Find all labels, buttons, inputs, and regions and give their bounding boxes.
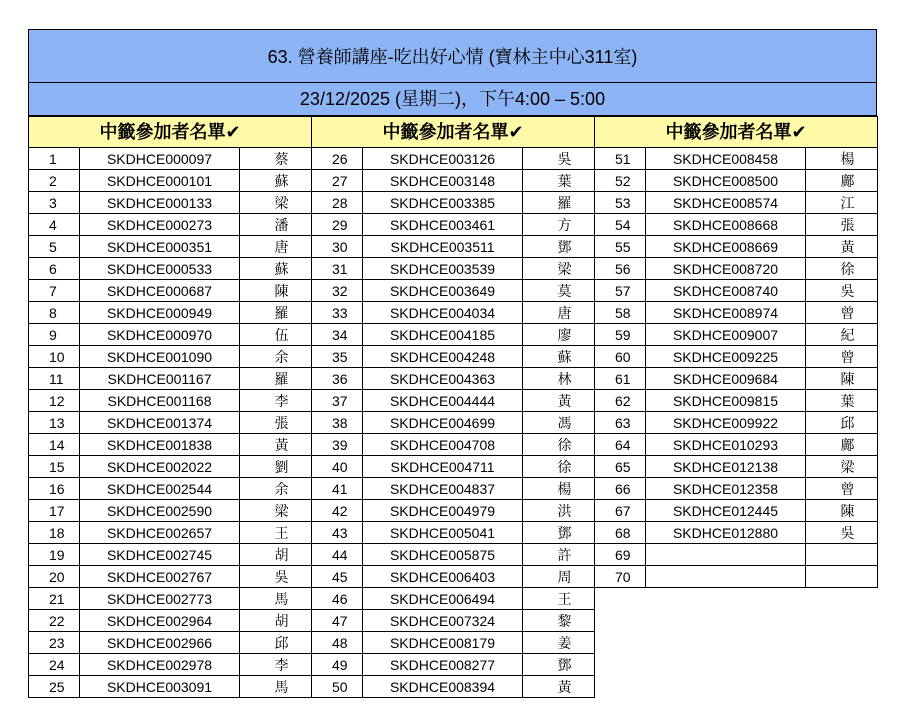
table-row — [312, 412, 595, 434]
table-row — [312, 324, 595, 346]
table-row — [312, 500, 595, 522]
table-row — [312, 544, 595, 566]
table-row — [29, 368, 312, 390]
participant-surname: 曾 — [806, 478, 878, 500]
participant-surname: 廖 — [523, 324, 595, 346]
row-number: 58 — [595, 302, 646, 324]
row-number: 9 — [29, 324, 80, 346]
table-row — [29, 214, 312, 236]
participant-code: SKDHCE004837 — [363, 478, 523, 500]
table-row — [29, 390, 312, 412]
row-number: 6 — [29, 258, 80, 280]
table-row — [29, 280, 312, 302]
participant-surname — [806, 544, 878, 566]
participant-surname: 邱 — [240, 632, 312, 654]
table-row — [29, 500, 312, 522]
participant-surname: 徐 — [523, 434, 595, 456]
row-number: 27 — [312, 170, 363, 192]
table-row — [312, 302, 595, 324]
participant-code: SKDHCE004248 — [363, 346, 523, 368]
participant-surname: 葉 — [523, 170, 595, 192]
table-row — [312, 258, 595, 280]
roster-sheet — [28, 29, 878, 698]
row-number: 46 — [312, 588, 363, 610]
participant-code: SKDHCE004034 — [363, 302, 523, 324]
row-number: 16 — [29, 478, 80, 500]
row-number: 68 — [595, 522, 646, 544]
event-date-time: 23/12/2025 (星期二)，下午4:00 – 5:00 — [28, 83, 877, 116]
event-title: 63. 營養師講座-吃出好心情 (寶林主中心311室) — [28, 29, 877, 83]
row-number: 1 — [29, 148, 80, 170]
participant-code: SKDHCE004363 — [363, 368, 523, 390]
table-row — [595, 346, 878, 368]
participant-surname: 鄺 — [806, 170, 878, 192]
roster-table-1 — [28, 116, 312, 698]
participant-surname: 徐 — [523, 456, 595, 478]
participant-surname: 蘇 — [523, 346, 595, 368]
participant-code: SKDHCE004699 — [363, 412, 523, 434]
table-row — [312, 610, 595, 632]
participant-code: SKDHCE008179 — [363, 632, 523, 654]
participant-surname: 梁 — [240, 500, 312, 522]
table-row — [312, 478, 595, 500]
participant-surname: 梁 — [523, 258, 595, 280]
participant-surname: 徐 — [806, 258, 878, 280]
participant-surname: 江 — [806, 192, 878, 214]
participant-code: SKDHCE001090 — [80, 346, 240, 368]
row-number: 67 — [595, 500, 646, 522]
table-row — [312, 236, 595, 258]
participant-code: SKDHCE000273 — [80, 214, 240, 236]
row-number: 7 — [29, 280, 80, 302]
participant-surname: 唐 — [240, 236, 312, 258]
participant-surname: 黃 — [240, 434, 312, 456]
row-number: 28 — [312, 192, 363, 214]
table-row — [29, 170, 312, 192]
participant-surname: 邱 — [806, 412, 878, 434]
table-row — [595, 544, 878, 566]
row-number: 47 — [312, 610, 363, 632]
participant-code: SKDHCE009007 — [646, 324, 806, 346]
participant-code: SKDHCE002745 — [80, 544, 240, 566]
participant-surname: 劉 — [240, 456, 312, 478]
row-number: 15 — [29, 456, 80, 478]
row-number: 70 — [595, 566, 646, 588]
participant-code: SKDHCE003385 — [363, 192, 523, 214]
row-number: 53 — [595, 192, 646, 214]
participant-surname: 蘇 — [240, 258, 312, 280]
participant-code: SKDHCE004185 — [363, 324, 523, 346]
participant-code: SKDHCE007324 — [363, 610, 523, 632]
row-number: 25 — [29, 676, 80, 698]
participant-code: SKDHCE012445 — [646, 500, 806, 522]
participant-surname: 伍 — [240, 324, 312, 346]
participant-code: SKDHCE012138 — [646, 456, 806, 478]
row-number: 63 — [595, 412, 646, 434]
row-number: 11 — [29, 368, 80, 390]
participant-surname: 王 — [240, 522, 312, 544]
row-number: 40 — [312, 456, 363, 478]
participant-code: SKDHCE002022 — [80, 456, 240, 478]
participant-code: SKDHCE008394 — [363, 676, 523, 698]
participant-code: SKDHCE008668 — [646, 214, 806, 236]
participant-code: SKDHCE003148 — [363, 170, 523, 192]
participant-surname: 許 — [523, 544, 595, 566]
participant-code: SKDHCE009922 — [646, 412, 806, 434]
participant-code: SKDHCE000101 — [80, 170, 240, 192]
row-number: 56 — [595, 258, 646, 280]
table-row — [312, 280, 595, 302]
row-number: 35 — [312, 346, 363, 368]
row-number: 49 — [312, 654, 363, 676]
participant-code: SKDHCE003091 — [80, 676, 240, 698]
participant-code: SKDHCE000687 — [80, 280, 240, 302]
participant-surname: 蔡 — [240, 148, 312, 170]
roster-table-2 — [311, 116, 595, 698]
row-number: 23 — [29, 632, 80, 654]
row-number: 50 — [312, 676, 363, 698]
participant-surname: 曾 — [806, 302, 878, 324]
table-row — [312, 390, 595, 412]
row-number: 14 — [29, 434, 80, 456]
participant-surname: 余 — [240, 346, 312, 368]
table-row — [312, 588, 595, 610]
participant-surname: 黎 — [523, 610, 595, 632]
row-number: 24 — [29, 654, 80, 676]
row-number: 39 — [312, 434, 363, 456]
table-row — [29, 148, 312, 170]
table-row — [312, 654, 595, 676]
row-number: 8 — [29, 302, 80, 324]
table-row — [29, 610, 312, 632]
participant-surname: 羅 — [523, 192, 595, 214]
participant-code: SKDHCE000097 — [80, 148, 240, 170]
participant-code: SKDHCE000949 — [80, 302, 240, 324]
participant-code: SKDHCE001168 — [80, 390, 240, 412]
participant-surname: 陳 — [240, 280, 312, 302]
participant-code: SKDHCE000970 — [80, 324, 240, 346]
table-row — [595, 236, 878, 258]
row-number: 5 — [29, 236, 80, 258]
participant-code: SKDHCE002978 — [80, 654, 240, 676]
row-number: 69 — [595, 544, 646, 566]
table-row — [312, 522, 595, 544]
participant-surname: 楊 — [806, 148, 878, 170]
row-number: 52 — [595, 170, 646, 192]
row-number: 10 — [29, 346, 80, 368]
participant-code: SKDHCE004708 — [363, 434, 523, 456]
table-row — [595, 148, 878, 170]
row-number: 61 — [595, 368, 646, 390]
participant-code: SKDHCE003649 — [363, 280, 523, 302]
column-header: 中籤參加者名單✔ — [312, 117, 595, 148]
participant-surname: 胡 — [240, 610, 312, 632]
participant-surname: 吳 — [240, 566, 312, 588]
table-row — [29, 346, 312, 368]
row-number: 2 — [29, 170, 80, 192]
participant-surname: 余 — [240, 478, 312, 500]
table-row — [595, 280, 878, 302]
row-number: 64 — [595, 434, 646, 456]
participant-surname: 羅 — [240, 368, 312, 390]
participant-code: SKDHCE003126 — [363, 148, 523, 170]
table-row — [595, 434, 878, 456]
participant-surname: 馬 — [240, 676, 312, 698]
participant-code: SKDHCE002773 — [80, 588, 240, 610]
participant-code — [646, 566, 806, 588]
participant-code: SKDHCE008574 — [646, 192, 806, 214]
participant-code: SKDHCE004979 — [363, 500, 523, 522]
table-row — [595, 412, 878, 434]
table-row — [595, 478, 878, 500]
participant-surname: 梁 — [240, 192, 312, 214]
participant-surname: 洪 — [523, 500, 595, 522]
table-row — [595, 214, 878, 236]
participant-code: SKDHCE002966 — [80, 632, 240, 654]
participant-code: SKDHCE002657 — [80, 522, 240, 544]
participant-surname: 黃 — [523, 390, 595, 412]
column-header: 中籤參加者名單✔ — [595, 117, 878, 148]
table-row — [29, 544, 312, 566]
participant-code: SKDHCE006494 — [363, 588, 523, 610]
row-number: 26 — [312, 148, 363, 170]
participant-code: SKDHCE009684 — [646, 368, 806, 390]
row-number: 62 — [595, 390, 646, 412]
participant-code: SKDHCE005041 — [363, 522, 523, 544]
participant-surname: 黃 — [523, 676, 595, 698]
participant-surname: 李 — [240, 390, 312, 412]
row-number: 34 — [312, 324, 363, 346]
row-number: 17 — [29, 500, 80, 522]
row-number: 3 — [29, 192, 80, 214]
table-row — [595, 368, 878, 390]
participant-code: SKDHCE004444 — [363, 390, 523, 412]
row-number: 32 — [312, 280, 363, 302]
table-row — [29, 676, 312, 698]
row-number: 54 — [595, 214, 646, 236]
participant-code: SKDHCE001374 — [80, 412, 240, 434]
participant-surname: 楊 — [523, 478, 595, 500]
table-row — [29, 258, 312, 280]
row-number: 59 — [595, 324, 646, 346]
participant-surname: 周 — [523, 566, 595, 588]
participant-surname: 胡 — [240, 544, 312, 566]
table-row — [595, 192, 878, 214]
row-number: 42 — [312, 500, 363, 522]
table-row — [595, 522, 878, 544]
participant-surname: 吳 — [806, 280, 878, 302]
table-row — [29, 654, 312, 676]
participant-surname: 鄧 — [523, 654, 595, 676]
row-number: 65 — [595, 456, 646, 478]
participant-surname: 鄺 — [806, 434, 878, 456]
table-row — [29, 456, 312, 478]
participant-surname: 紀 — [806, 324, 878, 346]
participant-code: SKDHCE000351 — [80, 236, 240, 258]
participant-surname: 唐 — [523, 302, 595, 324]
roster-columns — [28, 116, 878, 698]
participant-code — [646, 544, 806, 566]
row-number: 66 — [595, 478, 646, 500]
participant-surname: 陳 — [806, 368, 878, 390]
table-row — [312, 346, 595, 368]
participant-code: SKDHCE012880 — [646, 522, 806, 544]
participant-code: SKDHCE008669 — [646, 236, 806, 258]
participant-code: SKDHCE002964 — [80, 610, 240, 632]
participant-code: SKDHCE001838 — [80, 434, 240, 456]
participant-surname: 馬 — [240, 588, 312, 610]
participant-surname: 林 — [523, 368, 595, 390]
participant-code: SKDHCE000133 — [80, 192, 240, 214]
row-number: 22 — [29, 610, 80, 632]
participant-code: SKDHCE009225 — [646, 346, 806, 368]
participant-surname: 吳 — [523, 148, 595, 170]
participant-code: SKDHCE005875 — [363, 544, 523, 566]
table-row — [312, 456, 595, 478]
participant-surname: 張 — [240, 412, 312, 434]
row-number: 43 — [312, 522, 363, 544]
row-number: 18 — [29, 522, 80, 544]
participant-code: SKDHCE002544 — [80, 478, 240, 500]
table-row — [595, 390, 878, 412]
table-row — [595, 302, 878, 324]
row-number: 31 — [312, 258, 363, 280]
participant-surname: 李 — [240, 654, 312, 676]
table-row — [595, 500, 878, 522]
participant-code: SKDHCE000533 — [80, 258, 240, 280]
participant-code: SKDHCE008974 — [646, 302, 806, 324]
table-row — [29, 324, 312, 346]
table-row — [312, 368, 595, 390]
participant-code: SKDHCE008458 — [646, 148, 806, 170]
table-row — [312, 214, 595, 236]
table-row — [312, 434, 595, 456]
participant-surname — [806, 566, 878, 588]
table-row — [29, 478, 312, 500]
row-number: 48 — [312, 632, 363, 654]
table-row — [29, 588, 312, 610]
row-number: 38 — [312, 412, 363, 434]
table-row — [595, 324, 878, 346]
row-number: 51 — [595, 148, 646, 170]
participant-surname: 黃 — [806, 236, 878, 258]
participant-code: SKDHCE003511 — [363, 236, 523, 258]
participant-code: SKDHCE002767 — [80, 566, 240, 588]
table-row — [29, 566, 312, 588]
participant-surname: 馮 — [523, 412, 595, 434]
row-number: 19 — [29, 544, 80, 566]
table-row — [595, 456, 878, 478]
participant-surname: 方 — [523, 214, 595, 236]
row-number: 29 — [312, 214, 363, 236]
participant-surname: 張 — [806, 214, 878, 236]
participant-surname: 曾 — [806, 346, 878, 368]
table-row — [312, 170, 595, 192]
table-row — [29, 412, 312, 434]
row-number: 37 — [312, 390, 363, 412]
participant-surname: 葉 — [806, 390, 878, 412]
participant-surname: 鄧 — [523, 522, 595, 544]
participant-code: SKDHCE003461 — [363, 214, 523, 236]
row-number: 60 — [595, 346, 646, 368]
roster-table-3 — [594, 116, 878, 588]
table-row — [29, 192, 312, 214]
table-row — [29, 236, 312, 258]
row-number: 41 — [312, 478, 363, 500]
table-row — [29, 632, 312, 654]
row-number: 57 — [595, 280, 646, 302]
row-number: 36 — [312, 368, 363, 390]
table-row — [29, 302, 312, 324]
row-number: 45 — [312, 566, 363, 588]
participant-surname: 鄧 — [523, 236, 595, 258]
participant-surname: 莫 — [523, 280, 595, 302]
participant-surname: 潘 — [240, 214, 312, 236]
table-row — [312, 192, 595, 214]
row-number: 33 — [312, 302, 363, 324]
participant-code: SKDHCE008720 — [646, 258, 806, 280]
row-number: 21 — [29, 588, 80, 610]
participant-surname: 羅 — [240, 302, 312, 324]
participant-surname: 王 — [523, 588, 595, 610]
row-number: 55 — [595, 236, 646, 258]
participant-code: SKDHCE003539 — [363, 258, 523, 280]
row-number: 4 — [29, 214, 80, 236]
row-number: 20 — [29, 566, 80, 588]
row-number: 13 — [29, 412, 80, 434]
participant-code: SKDHCE012358 — [646, 478, 806, 500]
row-number: 44 — [312, 544, 363, 566]
participant-code: SKDHCE008500 — [646, 170, 806, 192]
participant-code: SKDHCE009815 — [646, 390, 806, 412]
table-row — [595, 566, 878, 588]
participant-code: SKDHCE008277 — [363, 654, 523, 676]
participant-code: SKDHCE008740 — [646, 280, 806, 302]
row-number: 30 — [312, 236, 363, 258]
participant-code: SKDHCE010293 — [646, 434, 806, 456]
participant-code: SKDHCE004711 — [363, 456, 523, 478]
table-row — [29, 434, 312, 456]
table-row — [595, 258, 878, 280]
row-number: 12 — [29, 390, 80, 412]
participant-surname: 梁 — [806, 456, 878, 478]
participant-surname: 陳 — [806, 500, 878, 522]
table-row — [312, 148, 595, 170]
table-row — [312, 566, 595, 588]
participant-code: SKDHCE006403 — [363, 566, 523, 588]
table-row — [312, 676, 595, 698]
participant-surname: 姜 — [523, 632, 595, 654]
participant-code: SKDHCE001167 — [80, 368, 240, 390]
participant-surname: 吳 — [806, 522, 878, 544]
participant-surname: 蘇 — [240, 170, 312, 192]
column-header: 中籤參加者名單✔ — [29, 117, 312, 148]
table-row — [312, 632, 595, 654]
table-row — [29, 522, 312, 544]
participant-code: SKDHCE002590 — [80, 500, 240, 522]
table-row — [595, 170, 878, 192]
